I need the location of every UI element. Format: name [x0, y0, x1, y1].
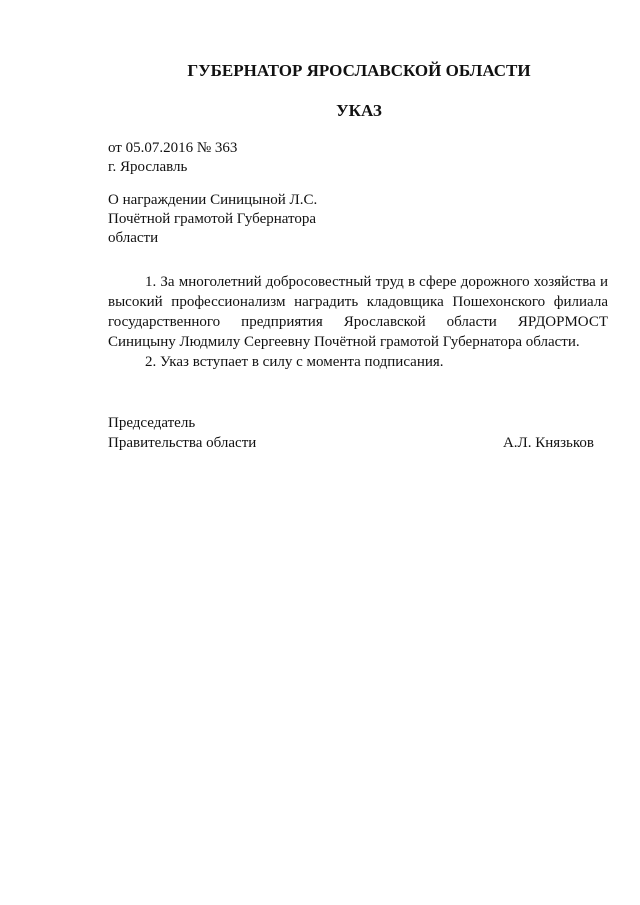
document-type: УКАЗ — [336, 101, 382, 120]
signature-block — [108, 413, 594, 453]
signatory-position-line1: Председатель — [108, 415, 196, 431]
document-subject — [108, 191, 368, 248]
subject-line: О награждении Синицыной Л.С. — [108, 192, 318, 208]
subject-line: области — [108, 230, 159, 246]
body-paragraph-1: 1. За многолетний добросовестный труд в сфере дорожного хозяйства и высокий профессионализм наградить кладовщика Пошехонского филиала государственного предприятия Ярославской области ЯРДОРМОСТ Синицыну Людмилу Сергеевну Почётной грамотой Губернатора области. — [108, 274, 608, 350]
date-number: от 05.07.2016 № 363 — [108, 140, 238, 156]
document-title: ГУБЕРНАТОР ЯРОСЛАВСКОЙ ОБЛАСТИ — [187, 61, 531, 80]
signature-row — [108, 433, 594, 453]
city: г. Ярославль — [108, 159, 188, 175]
body-paragraph-2: 2. Указ вступает в силу с момента подписания. — [145, 354, 444, 370]
signatory-position-line2: Правительства области — [108, 435, 257, 451]
signatory-name: А.Л. Князьков — [502, 435, 594, 451]
subject-line: Почётной грамотой Губернатора — [108, 211, 317, 227]
document-body — [108, 272, 608, 372]
document-meta — [108, 139, 237, 177]
